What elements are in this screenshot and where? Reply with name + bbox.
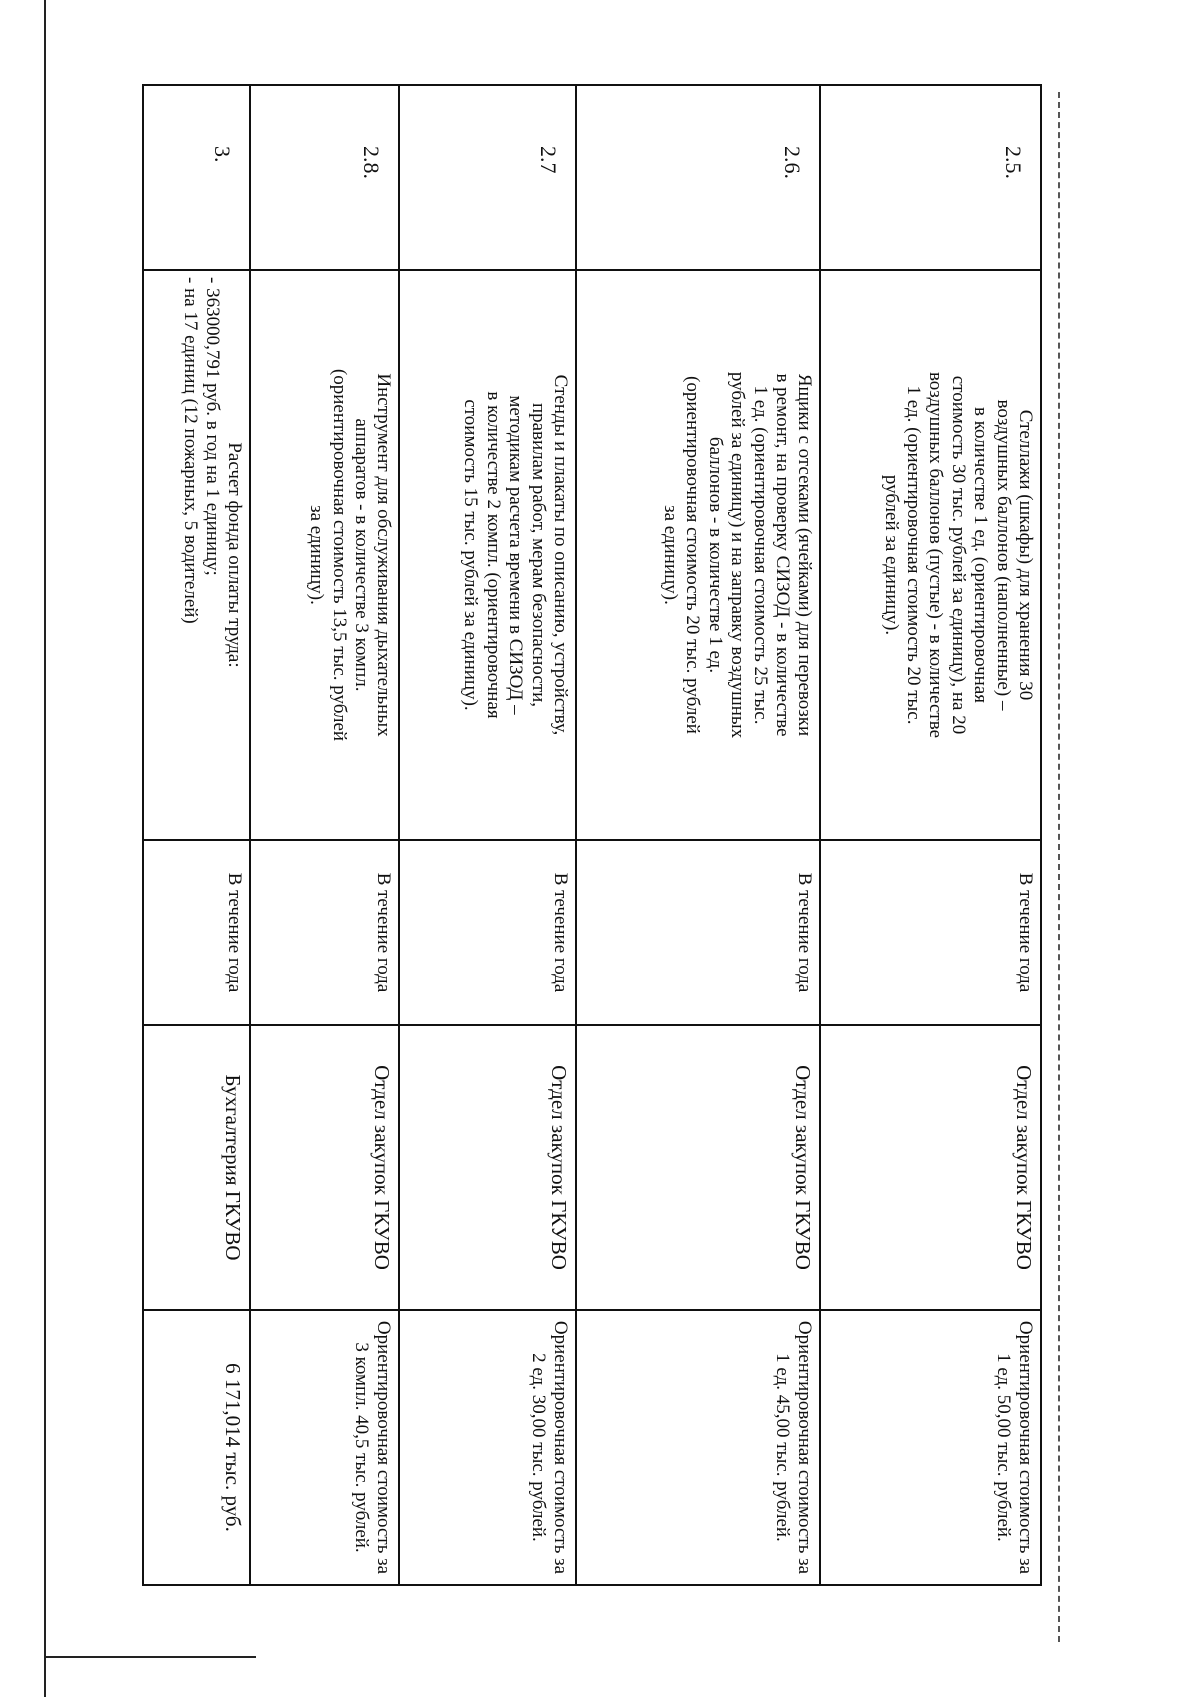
row-number: 3.	[143, 85, 250, 270]
row-term: В течение года	[250, 840, 399, 1025]
row-number: 2.7	[399, 85, 575, 270]
table-row	[576, 85, 820, 1585]
row-number: 2.6.	[576, 85, 820, 270]
table-row	[143, 85, 250, 1585]
row-cost: Ориентировочная стоимость за 1 ед. 45,00 тыс. рублей.	[576, 1310, 820, 1585]
row-term: В течение года	[399, 840, 575, 1025]
row-term: В течение года	[576, 840, 820, 1025]
table-row	[250, 85, 399, 1585]
row-department: Отдел закупок ГКУВО	[250, 1025, 399, 1310]
row-description: Ящики с отсеками (ячейками) для перевозки в ремонт, на проверку СИЗОД - в количестве 1 ед. (ориентировочная стоимость 25 тыс. рублей за единицу) и на заправку воздушных баллонов - в количестве 1 ед. (ориентировочная стоимость 20 тыс. рублей за единицу).	[576, 270, 820, 840]
row-description: Расчет фонда оплаты труда: - 363000,791 руб. в год на 1 единицу; - на 17 единиц (12 пожарных, 5 водителей)	[143, 270, 250, 840]
row-description: Стенды и плакаты по описанию, устройству, правилам работ, мерам безопасности, методикам расчета времени в СИЗОД – в количестве 2 компл. (ориентировочная стоимость 15 тыс. рублей за единицу).	[399, 270, 575, 840]
scan-dashed-edge	[1058, 92, 1060, 1642]
row-term: В течение года	[143, 840, 250, 1025]
row-number: 2.5.	[820, 85, 1041, 270]
row-description: Стеллажи (шкафы) для хранения 30 воздушных баллонов (наполненные) – в количестве 1 ед. (ориентировочная стоимость 30 тыс. рублей за единицу), на 20 воздушных баллонов (пустые) - в количестве 1 ед. (ориентировочная стоимость 20 тыс. рублей за единицу).	[820, 270, 1041, 840]
row-cost: Ориентировочная стоимость за 3 компл. 40,5 тыс. рублей.	[250, 1310, 399, 1585]
rotated-page	[142, 84, 1042, 1584]
row-number: 2.8.	[250, 85, 399, 270]
row-term: В течение года	[820, 840, 1041, 1025]
table-row	[820, 85, 1041, 1585]
footer-rule	[44, 1656, 256, 1658]
row-department: Отдел закупок ГКУВО	[820, 1025, 1041, 1310]
binder-margin-line	[44, 0, 46, 1697]
table-row	[399, 85, 575, 1585]
row-department: Отдел закупок ГКУВО	[399, 1025, 575, 1310]
row-cost: Ориентировочная стоимость за 1 ед. 50,00 тыс. рублей.	[820, 1310, 1041, 1585]
row-department: Бухгалтерия ГКУВО	[143, 1025, 250, 1310]
plan-table	[142, 84, 1042, 1586]
row-cost: Ориентировочная стоимость за 2 ед. 30,00 тыс. рублей.	[399, 1310, 575, 1585]
row-description: Инструмент для обслуживания дыхательных аппаратов - в количестве 3 компл. (ориентировочная стоимость 13,5 тыс. рублей за единицу).	[250, 270, 399, 840]
row-department: Отдел закупок ГКУВО	[576, 1025, 820, 1310]
row-cost: 6 171,014 тыс. руб.	[143, 1310, 250, 1585]
